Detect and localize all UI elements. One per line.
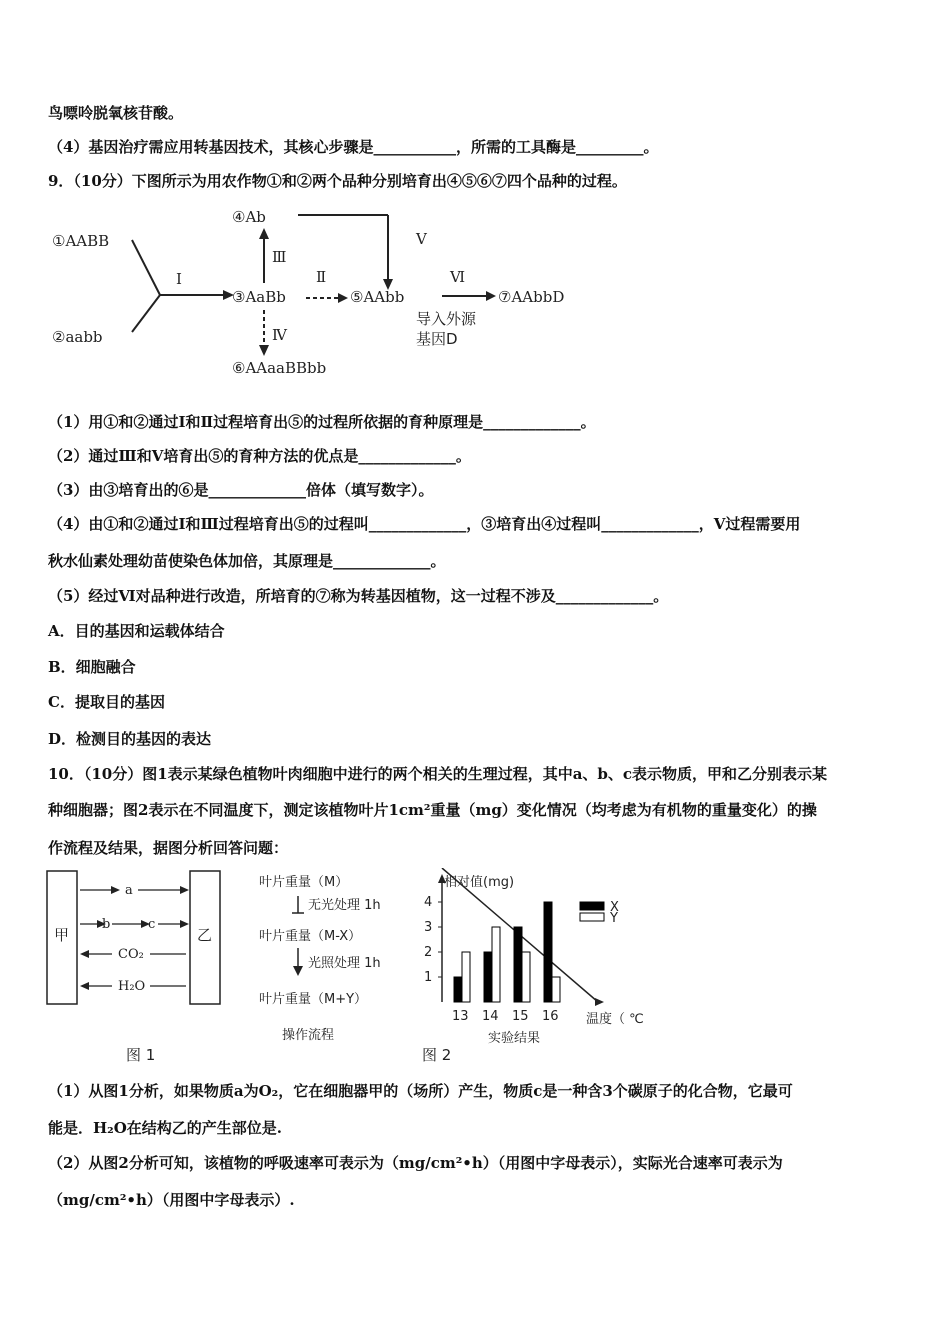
step-III: Ⅲ	[272, 248, 287, 266]
q9-part-4-cont: 秋水仙素处理幼苗使染色体加倍，其原理是_____________。	[48, 552, 446, 570]
node-6: ⑥AAaaBBbb	[232, 359, 327, 377]
text-line-1: 鸟嘌呤脱氧核苷酸。	[48, 104, 184, 122]
y-tick-label: 2	[424, 945, 433, 960]
q9-part-3: （3）由③培育出的⑥是_____________倍体（填写数字）。	[48, 481, 434, 499]
question-10-stem-2: 种细胞器；图2表示在不同温度下，测定该植物叶片1cm²重量（mg）变化情况（均考虑为有机物的重量变化）的操	[48, 801, 817, 819]
bar-x-15	[514, 927, 522, 1002]
x-tick-label: 16	[542, 1009, 559, 1024]
arrowhead	[486, 291, 496, 301]
node-1: ①AABB	[52, 232, 110, 250]
note-line-2: 基因D	[416, 330, 458, 348]
figure-2-caption: 图 2	[422, 1046, 452, 1064]
bar-x-13	[454, 977, 462, 1002]
node-3: ③AaBb	[232, 288, 286, 306]
label-jia: 甲	[54, 926, 70, 944]
label-co2: CO₂	[118, 947, 144, 962]
weight-2: 叶片重量（M-X）	[259, 929, 362, 944]
option-b: B．细胞融合	[48, 658, 136, 676]
q10-part-1: （1）从图1分析，如果物质a为O₂，它在细胞器甲的（场所）产生，物质c是一种含3个碳原子的化合物，它最可	[48, 1082, 793, 1100]
x-tick-label: 13	[452, 1009, 469, 1024]
note-line-1: 导入外源	[416, 310, 477, 328]
legend-swatch-x	[580, 902, 604, 910]
bar-y-13	[462, 952, 470, 1002]
label-c: c	[148, 917, 156, 932]
legend-label-y: Y	[610, 911, 618, 926]
option-a: A．目的基因和运载体结合	[48, 622, 225, 640]
node-2: ②aabb	[52, 328, 103, 346]
q9-part-5: （5）经过Ⅵ对品种进行改造，所培育的⑦称为转基因植物，这一过程不涉及_____________。	[48, 587, 669, 605]
x-tick-label: 14	[482, 1009, 499, 1024]
step-I: Ⅰ	[176, 270, 182, 288]
y-axis-label: 相对值(mg)	[444, 875, 515, 890]
step-V: Ⅴ	[416, 230, 427, 248]
bar-y-16	[552, 977, 560, 1002]
option-c: C．提取目的基因	[48, 693, 165, 711]
arrowhead	[338, 293, 348, 303]
step-light: 光照处理 1h	[308, 956, 381, 971]
step-II: Ⅱ	[316, 268, 327, 286]
figure-1	[46, 868, 232, 1068]
step-IV: Ⅳ	[272, 326, 287, 344]
operation-flow	[256, 868, 406, 1048]
flow-caption: 操作流程	[282, 1028, 335, 1043]
text-line-2: （4）基因治疗需应用转基因技术，其核心步骤是___________，所需的工具酶是_________。	[48, 138, 659, 156]
label-yi: 乙	[197, 926, 213, 944]
label-a: a	[125, 883, 133, 898]
question-10-stem: 10．（10分）图1表示某绿色植物叶肉细胞中进行的两个相关的生理过程，其中a、b、c表示物质，甲和乙分别表示某	[48, 765, 828, 783]
q9-part-4: （4）由①和②通过Ⅰ和Ⅲ过程培育出⑤的过程叫_____________，③培育出④过程叫_____________，Ⅴ过程需要用	[48, 515, 801, 533]
step-dark: 无光处理 1h	[308, 898, 381, 913]
label-b: b	[102, 917, 111, 932]
bar-x-14	[484, 952, 492, 1002]
step-VI: Ⅵ	[450, 268, 466, 286]
q10-part-1-cont: 能是．H₂O在结构乙的产生部位是.	[48, 1119, 283, 1137]
label-h2o: H₂O	[118, 979, 146, 994]
q10-part-2-cont: （mg/cm²•h）（用图中字母表示）.	[48, 1191, 295, 1209]
q9-part-1: （1）用①和②通过Ⅰ和Ⅱ过程培育出⑤的过程所依据的育种原理是_____________。	[48, 413, 596, 431]
legend-swatch-y	[580, 913, 604, 921]
option-d: D．检测目的基因的表达	[48, 730, 212, 748]
q10-part-2: （2）从图2分析可知，该植物的呼吸速率可表示为（mg/cm²•h）（用图中字母表示），实际光合速率可表示为	[48, 1154, 783, 1172]
bar-y-15	[522, 952, 530, 1002]
weight-3: 叶片重量（M+Y）	[259, 992, 368, 1007]
x-tick-label: 15	[512, 1009, 529, 1024]
q9-part-2: （2）通过Ⅲ和Ⅴ培育出⑤的育种方法的优点是_____________。	[48, 447, 471, 465]
y-tick-label: 1	[424, 970, 433, 985]
question-9-stem: 9．（10分）下图所示为用农作物①和②两个品种分别培育出④⑤⑥⑦四个品种的过程。	[48, 172, 627, 190]
question-10-stem-3: 作流程及结果，据图分析回答问题：	[48, 839, 289, 857]
chart-caption: 实验结果	[488, 1031, 541, 1046]
bar-y-14	[492, 927, 500, 1002]
bar-x-16	[544, 902, 552, 1002]
figure-1-caption: 图 1	[126, 1046, 156, 1064]
y-tick-label: 3	[424, 920, 433, 935]
figure-2-bar-chart	[418, 868, 668, 1068]
arrowhead	[259, 345, 269, 356]
weight-1: 叶片重量（M）	[259, 875, 349, 890]
node-7: ⑦AAbbD	[498, 288, 565, 306]
node-5: ⑤AAbb	[350, 288, 405, 306]
breeding-diagram	[48, 200, 608, 385]
legend-label-x: X	[610, 900, 619, 915]
arrowhead	[259, 228, 269, 239]
x-axis-label: 温度（ ℃	[586, 1012, 644, 1027]
y-tick-label: 4	[424, 895, 433, 910]
node-4: ④Ab	[232, 208, 266, 226]
